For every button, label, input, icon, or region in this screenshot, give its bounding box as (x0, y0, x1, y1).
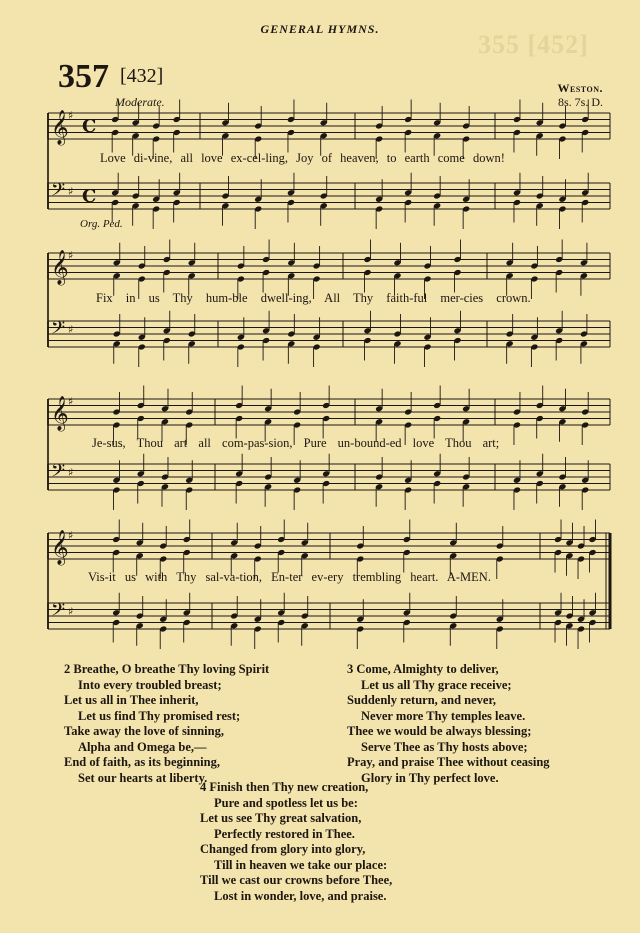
sharp-icon: ♯ (68, 323, 74, 336)
organ-pedal-direction: Org. Ped. (80, 218, 123, 230)
bleed-through-text: 355 [452] (478, 30, 589, 59)
sharp-icon: ♯ (68, 249, 74, 262)
verse-line: Let us find Thy promised rest; (78, 708, 241, 723)
sharp-icon: ♯ (68, 605, 74, 618)
verse-line: Let us all Thy grace receive; (361, 677, 512, 692)
lyric-line-3: Je-sus, Thou art all com-pas-sion, Pure un-bound-ed love Thou art; (92, 436, 500, 450)
verse-line: Never more Thy temples leave. (361, 708, 526, 723)
bass-clef-icon: 𝄢 (51, 461, 66, 486)
treble-clef-icon: 𝄞 (51, 396, 69, 431)
meter: 8s. 7s. D. (557, 95, 603, 109)
verse-line: Set our hearts at liberty. (78, 770, 208, 785)
sharp-icon: ♯ (68, 395, 74, 408)
common-time-icon: C (82, 116, 97, 137)
verse-line: 3 Come, Almighty to deliver, (347, 662, 499, 676)
treble-clef-icon: 𝄞 (51, 250, 69, 285)
alt-hymn-number: [432] (120, 65, 164, 87)
verse-line: Perfectly restored in Thee. (214, 826, 355, 841)
sharp-icon: ♯ (68, 466, 74, 479)
verse-line: Changed from glory into glory, (200, 842, 366, 856)
lyric-line-2: Fix in us Thy hum-ble dwell-ing, All Thy faith-ful mer-cies crown. (96, 291, 531, 305)
bass-clef-icon: 𝄢 (51, 180, 66, 205)
verse-line: Pray, and praise Thee without ceasing (347, 755, 550, 769)
bass-clef-icon: 𝄢 (51, 318, 66, 343)
verse-line: Suddenly return, and never, (347, 693, 496, 707)
bass-clef-icon: 𝄢 (51, 600, 66, 625)
verse-line: Till we cast our crowns before Thee, (200, 873, 393, 887)
verse-line: Thee we would be always blessing; (347, 724, 532, 738)
sharp-icon: ♯ (68, 185, 74, 198)
verse-line: Pure and spotless let us be: (214, 795, 358, 810)
verse-line: 4 Finish then Thy new creation, (200, 780, 369, 794)
verse-line: Let us all in Thee inherit, (64, 693, 199, 707)
verse-line: End of faith, as its beginning, (64, 755, 220, 769)
sharp-icon: ♯ (68, 109, 74, 122)
verse-2 (64, 662, 269, 786)
sharp-icon: ♯ (68, 529, 74, 542)
running-head: GENERAL HYMNS. (260, 22, 380, 36)
verse-4 (200, 780, 392, 904)
verse-line: Lost in wonder, love, and praise. (214, 888, 387, 903)
verse-line: Till in heaven we take our place: (214, 857, 388, 872)
tempo-marking: Moderate. (115, 95, 165, 109)
lyric-line-1: Love di-vine, all love ex-cel-ling, Joy of heaven, to earth come down! (100, 151, 505, 165)
treble-clef-icon: 𝄞 (51, 530, 69, 565)
hymn-number: 357 (58, 58, 109, 95)
verse-line: Into every troubled breast; (78, 677, 222, 692)
tune-name: Weston. (557, 81, 603, 95)
verse-line: Let us see Thy great salvation, (200, 811, 362, 825)
common-time-icon: C (82, 186, 97, 207)
verse-line: Alpha and Omega be,— (78, 739, 207, 754)
verse-3 (347, 662, 550, 786)
verse-line: Glory in Thy perfect love. (361, 770, 499, 785)
verse-line: 2 Breathe, O breathe Thy loving Spirit (64, 662, 270, 676)
lyric-line-4: Vis-it us with Thy sal-va-tion, En-ter ev-ery trembling heart. A-MEN. (88, 570, 491, 584)
verse-line: Serve Thee as Thy hosts above; (361, 739, 528, 754)
treble-clef-icon: 𝄞 (51, 110, 69, 145)
verse-line: Take away the love of sinning, (64, 724, 224, 738)
